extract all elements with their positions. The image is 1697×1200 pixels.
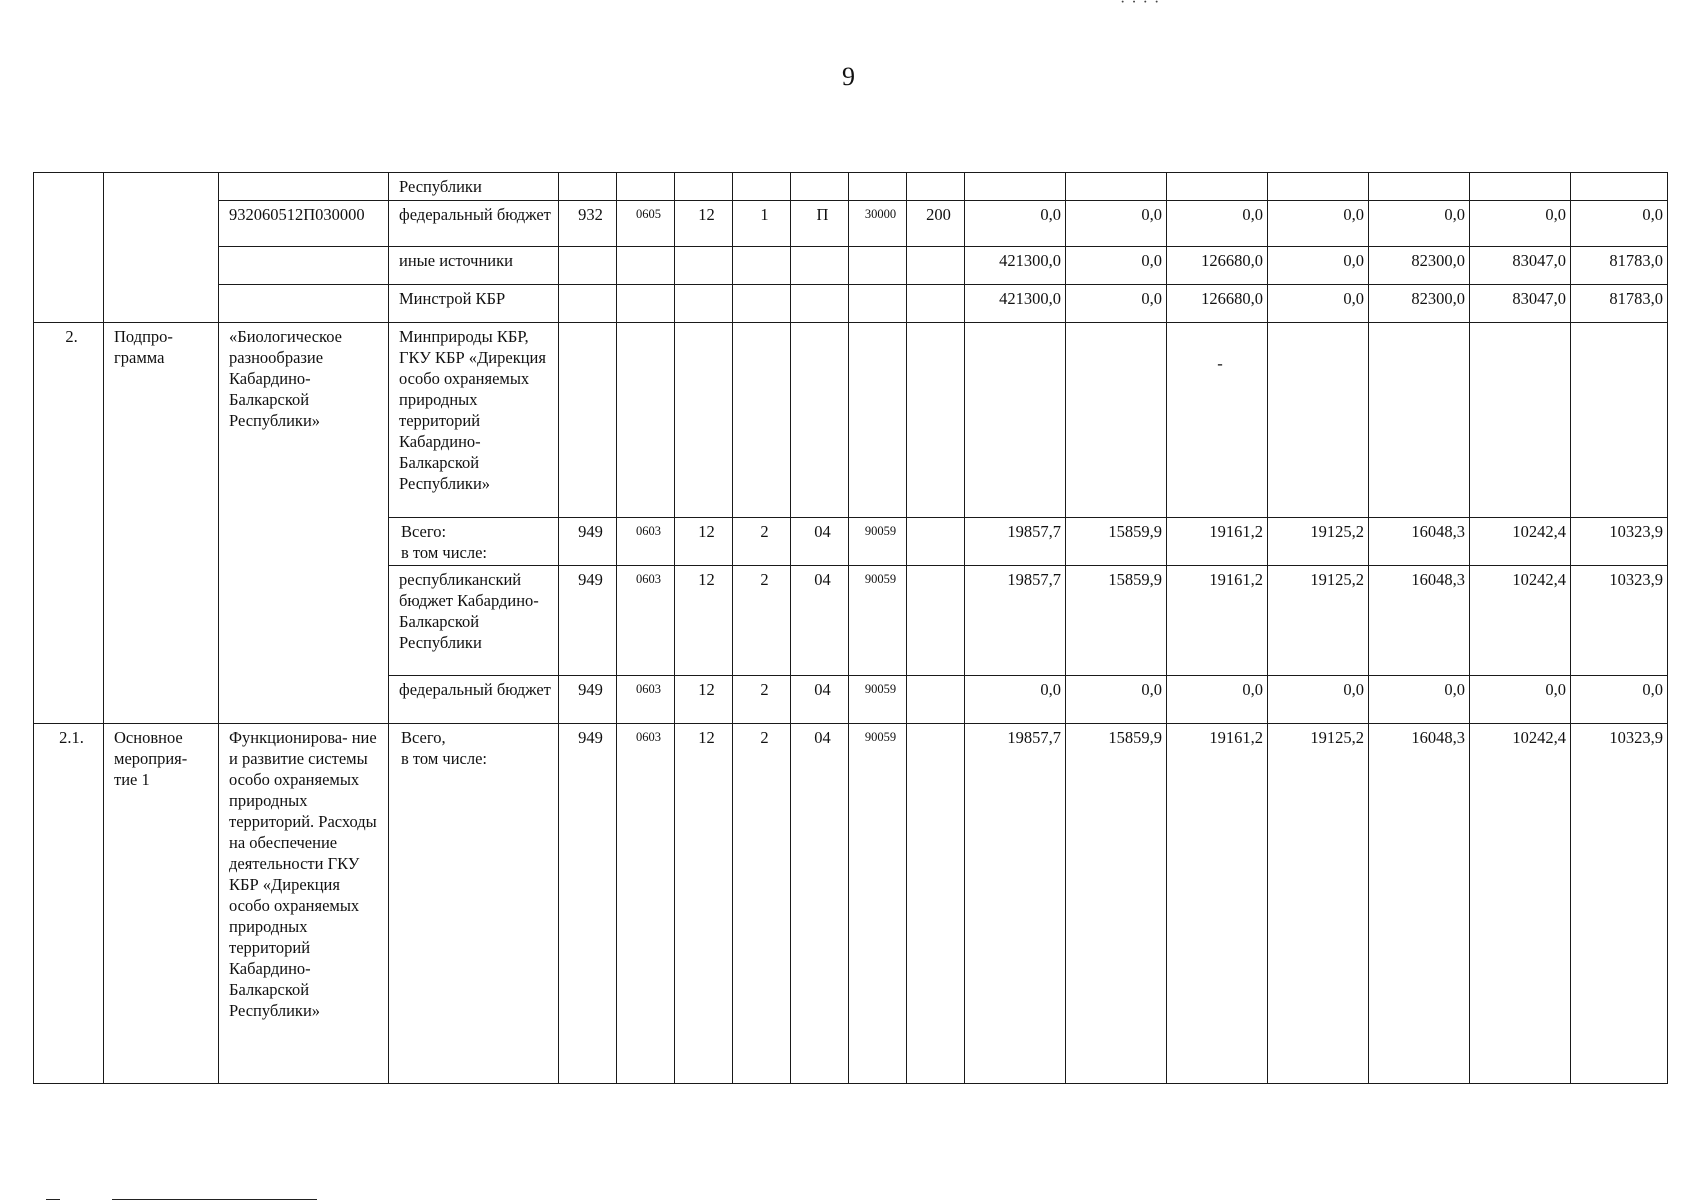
cell-key [907, 285, 965, 323]
cell-key: 04 [791, 676, 849, 724]
cell-value: 81783,0 [1571, 285, 1668, 323]
cell-value: 0,0 [1066, 676, 1167, 724]
cell-value: 83047,0 [1470, 247, 1571, 285]
cell-value: 0,0 [1066, 201, 1167, 247]
cell-value: 19161,2 [1167, 566, 1268, 676]
cell-value: 10242,4 [1470, 518, 1571, 566]
cell-num: 2. [34, 323, 104, 724]
cell-num [34, 173, 104, 323]
cell-key [849, 285, 907, 323]
cell-key [675, 323, 733, 518]
cell-value: 16048,3 [1369, 518, 1470, 566]
cell-key [733, 247, 791, 285]
cell-key [791, 247, 849, 285]
cell-key [675, 285, 733, 323]
cell-value: - [1167, 323, 1268, 518]
cell-key [617, 285, 675, 323]
cell-key [907, 676, 965, 724]
cell-code [219, 285, 389, 323]
cell-name: «Биологическое разнообразие Кабардино- Балкарской Республики» [219, 323, 389, 724]
cell-key [791, 323, 849, 518]
page-number: 9 [842, 62, 855, 91]
cell-key: 90059 [849, 676, 907, 724]
cell-source: федеральный бюджет [389, 201, 559, 247]
cell-key [907, 566, 965, 676]
cell-value [1470, 173, 1571, 201]
cell-value: 0,0 [1066, 285, 1167, 323]
cell-key: 2 [733, 676, 791, 724]
cell-value: 15859,9 [1066, 724, 1167, 1084]
cell-key: 30000 [849, 201, 907, 247]
cell-key [733, 285, 791, 323]
cell-value [1066, 173, 1167, 201]
cell-key: 04 [791, 724, 849, 1084]
cell-key: 0605 [617, 201, 675, 247]
cell-value: 126680,0 [1167, 247, 1268, 285]
cell-key [675, 173, 733, 201]
cell-value: 83047,0 [1470, 285, 1571, 323]
cell-value [1470, 323, 1571, 518]
cell-value: 10323,9 [1571, 518, 1668, 566]
cell-value: 16048,3 [1369, 724, 1470, 1084]
cell-key: 932 [559, 201, 617, 247]
cell-key [617, 323, 675, 518]
cell-key: 0603 [617, 724, 675, 1084]
cell-value: 0,0 [1268, 285, 1369, 323]
cell-key: 2 [733, 724, 791, 1084]
cell-key [617, 173, 675, 201]
cell-value: 0,0 [1470, 676, 1571, 724]
cell-value: 81783,0 [1571, 247, 1668, 285]
table-row [34, 173, 1668, 201]
cell-source [389, 518, 559, 566]
including-label: в том числе: [401, 749, 488, 768]
scan-artifact-mark: · · · · [1120, 0, 1161, 11]
cell-key [907, 173, 965, 201]
cell-key [733, 173, 791, 201]
cell-value: 126680,0 [1167, 285, 1268, 323]
cell-value: 0,0 [1066, 247, 1167, 285]
cell-value: 0,0 [1571, 201, 1668, 247]
cell-value: 0,0 [1470, 201, 1571, 247]
cell-key [791, 285, 849, 323]
total-label: Всего, [401, 728, 446, 747]
cell-value: 0,0 [1268, 247, 1369, 285]
cell-value [1066, 323, 1167, 518]
table-row [34, 323, 1668, 518]
cell-value [1268, 173, 1369, 201]
cell-type: Подпро- грамма [104, 323, 219, 724]
cell-value: 421300,0 [965, 285, 1066, 323]
table-row [34, 285, 1668, 323]
cell-key: 949 [559, 518, 617, 566]
cell-value: 19857,7 [965, 566, 1066, 676]
cell-value: 19125,2 [1268, 566, 1369, 676]
cell-value: 0,0 [965, 676, 1066, 724]
cell-value: 0,0 [1167, 676, 1268, 724]
cell-value: 10242,4 [1470, 724, 1571, 1084]
cell-key: 90059 [849, 724, 907, 1084]
cell-key: 200 [907, 201, 965, 247]
cell-key: 949 [559, 566, 617, 676]
cell-key: 12 [675, 518, 733, 566]
cell-key: 04 [791, 518, 849, 566]
cell-value: 15859,9 [1066, 566, 1167, 676]
cell-value [1571, 173, 1668, 201]
cell-value [1268, 323, 1369, 518]
cell-key [907, 247, 965, 285]
cell-key [907, 323, 965, 518]
cell-value: 16048,3 [1369, 566, 1470, 676]
cell-responsible: Минприроды КБР, ГКУ КБР «Дирекция особо охраняемых природных территорий Кабардино- Балкарской Республики» [389, 323, 559, 518]
cell-key [559, 323, 617, 518]
cell-key: 12 [675, 676, 733, 724]
cell-key [733, 323, 791, 518]
cell-value: 19161,2 [1167, 518, 1268, 566]
cell-key [559, 285, 617, 323]
cell-key [849, 323, 907, 518]
cell-key [849, 247, 907, 285]
cell-key: 12 [675, 566, 733, 676]
cell-key: П [791, 201, 849, 247]
cell-key: 0603 [617, 518, 675, 566]
cell-key: 949 [559, 676, 617, 724]
cell-value [1369, 323, 1470, 518]
cell-key: 12 [675, 724, 733, 1084]
cell-source: республиканский бюджет Кабардино- Балкарской Республики [389, 566, 559, 676]
cell-value: 19125,2 [1268, 518, 1369, 566]
cell-key [849, 173, 907, 201]
cell-value [1167, 173, 1268, 201]
cell-key: 0603 [617, 566, 675, 676]
cell-num: 2.1. [34, 724, 104, 1084]
budget-table [33, 172, 1668, 1084]
cell-value [965, 173, 1066, 201]
cell-code: 932060512П030000 [219, 201, 389, 247]
cell-value: 10323,9 [1571, 724, 1668, 1084]
cell-value: 0,0 [1571, 676, 1668, 724]
cell-value: 19161,2 [1167, 724, 1268, 1084]
cell-key: 1 [733, 201, 791, 247]
table-row [34, 201, 1668, 247]
cell-source: иные источники [389, 247, 559, 285]
cell-code [219, 247, 389, 285]
cell-name: Функционирова- ние и развитие системы особо охраняемых природных территорий. Расходы на обеспечение деятельности ГКУ КБР «Дирекция особо охраняемых природных территорий Кабардино- Балкарской Республики» [219, 724, 389, 1084]
cell-value [1571, 323, 1668, 518]
cell-name [219, 173, 389, 201]
total-label: Всего: [401, 522, 447, 541]
cell-key [907, 518, 965, 566]
cell-key: 12 [675, 201, 733, 247]
cell-value: 10242,4 [1470, 566, 1571, 676]
cell-value: 19857,7 [965, 518, 1066, 566]
cell-key: 0603 [617, 676, 675, 724]
cell-source: федеральный бюджет [389, 676, 559, 724]
table-row [34, 247, 1668, 285]
cell-value: 0,0 [1167, 201, 1268, 247]
cell-value: 19857,7 [965, 724, 1066, 1084]
cell-key: 90059 [849, 518, 907, 566]
cell-key: 2 [733, 518, 791, 566]
cell-key [559, 247, 617, 285]
cell-value: 0,0 [1268, 676, 1369, 724]
cell-key [675, 247, 733, 285]
cell-source: Минстрой КБР [389, 285, 559, 323]
cell-value: 15859,9 [1066, 518, 1167, 566]
table-row [34, 724, 1668, 1084]
cell-value: 0,0 [1369, 676, 1470, 724]
cell-value: 10323,9 [1571, 566, 1668, 676]
cell-value: 421300,0 [965, 247, 1066, 285]
cell-value: 82300,0 [1369, 247, 1470, 285]
cell-key: 90059 [849, 566, 907, 676]
cell-value: 0,0 [1369, 201, 1470, 247]
cell-value [965, 323, 1066, 518]
cell-source: Республики [389, 173, 559, 201]
cell-value: 0,0 [1268, 201, 1369, 247]
cell-value: 82300,0 [1369, 285, 1470, 323]
cell-key [907, 724, 965, 1084]
including-label: в том числе: [401, 543, 488, 562]
cell-type: Основное мероприя- тие 1 [104, 724, 219, 1084]
cell-value [1369, 173, 1470, 201]
cell-source [389, 724, 559, 1084]
cell-type [104, 173, 219, 323]
cell-value: 19125,2 [1268, 724, 1369, 1084]
cell-key [559, 173, 617, 201]
cell-key: 949 [559, 724, 617, 1084]
cell-key: 04 [791, 566, 849, 676]
cell-key [791, 173, 849, 201]
cell-key: 2 [733, 566, 791, 676]
cell-key [617, 247, 675, 285]
cell-value: 0,0 [965, 201, 1066, 247]
